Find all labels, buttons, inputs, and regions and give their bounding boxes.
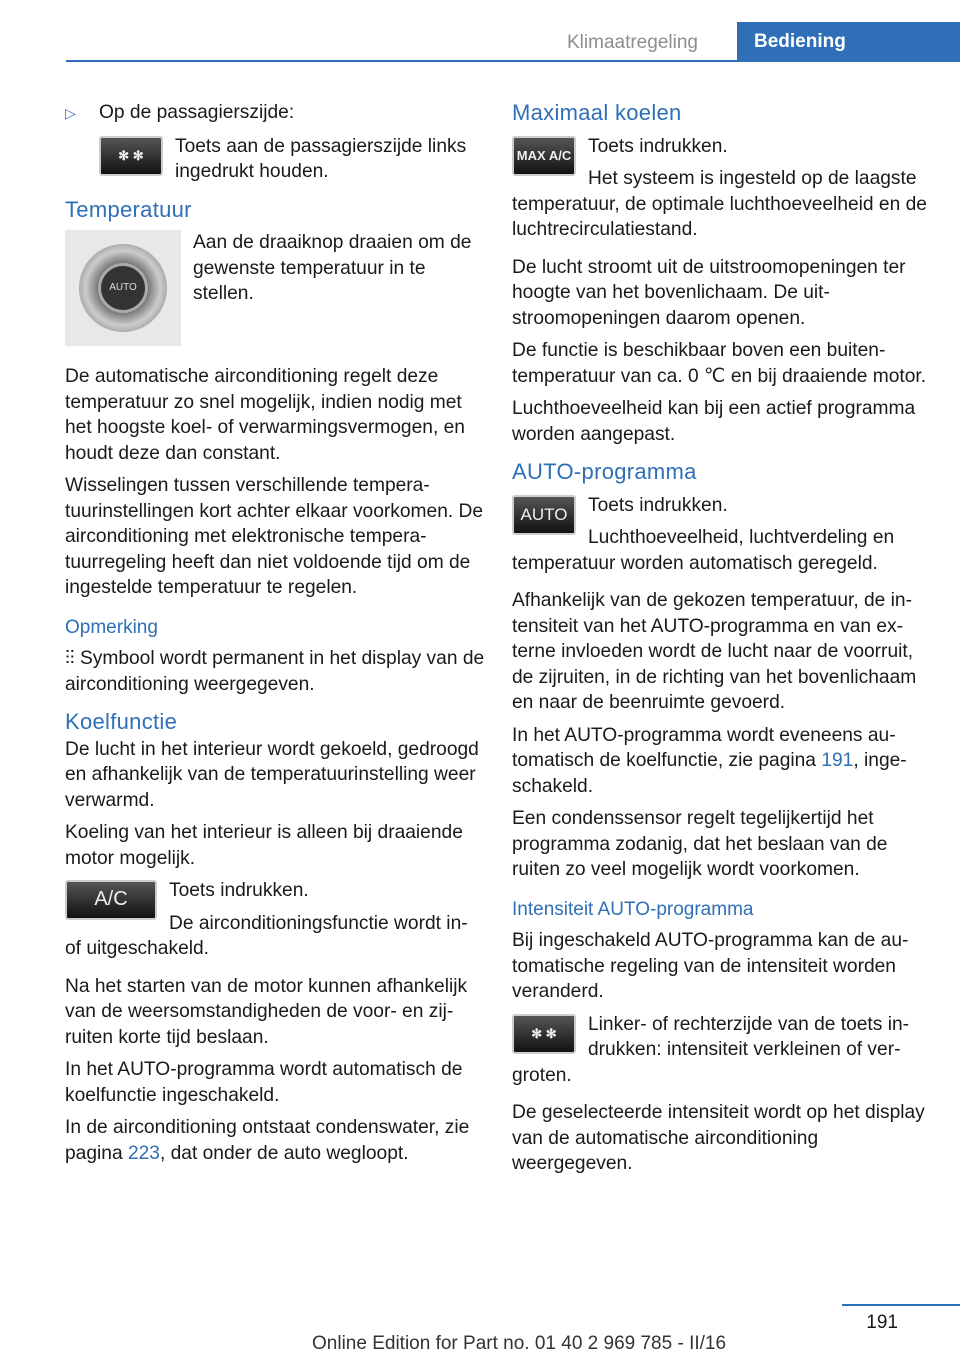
paragraph: Na het starten van de motor kunnen afhankelijk van de weersomstandigheden de voor- en zijruiten korte tijd beslaan.	[65, 975, 468, 1048]
heading-maximaal-koelen: Maximaal koelen	[512, 100, 682, 125]
fan-intensity-button-icon: ✻ ✻	[99, 136, 163, 176]
paragraph: Luchthoeveelheid kan bij een actief programma worden aangepast.	[512, 398, 916, 445]
paragraph: Een condenssensor regelt tegelijkertijd het programma zodanig, dat het beslaan van de ruiten zo veel mogelijk wordt voorkomen.	[512, 808, 888, 880]
auto-button-icon: AUTO	[512, 495, 576, 535]
intensity-block: ✻ ✻ Linker- of rechterzijde van de toets indrukken: intensiteit verkleinen of vergroten.	[512, 1013, 910, 1086]
paragraph: De automatische airconditioning regelt deze temperatuur zo snel mogelijk, indien nodig met het hoogste koel- of verwarmingsvermogen, en houdt deze dan constant.	[65, 366, 465, 464]
right-column	[512, 100, 932, 1184]
heading-koelfunctie: Koelfunctie	[65, 709, 178, 734]
paragraph: Afhankelijk van de gekozen temperatuur, de intensiteit van het AUTO-programma en van externe invloeden wordt de lucht naar de voorruit, de zijruiten, in de richting van het bovenlichaam en naar de beenruimte gevoerd.	[512, 590, 917, 713]
max-ac-button-icon: MAX A/C	[512, 136, 576, 176]
note-paragraph: ⫶⫶ Symbool wordt permanent in het display van de airconditioning weergegeven.	[65, 648, 485, 695]
paragraph: In de airconditioning ontstaat condenswater, zie pagina 223, dat onder de auto wegloopt.	[65, 1117, 470, 1164]
heading-opmerking: Opmerking	[65, 616, 158, 638]
heading-auto-programma: AUTO-programma	[512, 459, 697, 484]
paragraph: Bij ingeschakeld AUTO-programma kan de automatische regeling van de intensiteit worden veranderd.	[512, 930, 909, 1002]
section-title: Klimaatregeling	[567, 32, 698, 53]
auto-block: AUTO Toets indrukken. Luchthoeveelheid, luchtverdeling en temperatuur worden automatisch geregeld.	[512, 494, 895, 574]
left-column	[65, 100, 485, 1173]
bullet-item: ▷ Op de passagierszijde:	[65, 100, 485, 127]
page-header	[0, 0, 960, 62]
edition-text: Online Edition for Part no. 01 40 2 969 785 - II/16	[312, 1333, 727, 1354]
paragraph: Wisselingen tussen verschillende temperatuurinstellingen kort achter elkaar voorkomen. De airconditioning met elektronische temperatuurregeling heeft dan niet voldoende tijd om de ingestelde temperatuur te regelen.	[65, 475, 484, 598]
max-ac-block: MAX A/C Toets indrukken. Het systeem is ingesteld op de laagste temperatuur, de optimale luchthoeveelheid en de luchtrecirculatiestand.	[512, 135, 927, 240]
header-rule	[66, 60, 960, 62]
paragraph: De lucht stroomt uit de uitstroomopeningen ter hoogte van het bovenlichaam. De uitstroomopeningen daarom openen.	[512, 256, 906, 329]
paragraph: In het AUTO-programma wordt automatisch de koelfunctie ingeschakeld.	[65, 1059, 463, 1106]
heading-temperatuur: Temperatuur	[65, 196, 192, 222]
footer-rule	[842, 1304, 960, 1306]
paragraph: De functie is beschikbaar boven een buitentemperatuur van ca. 0 ℃ en bij draaiende motor.	[512, 340, 927, 387]
paragraph: In het AUTO-programma wordt eveneens automatisch de koelfunctie, zie pagina 191, ingeschakeld.	[512, 724, 907, 797]
ac-button-icon: A/C	[65, 880, 157, 920]
condensate-symbol-icon: ⫶⫶	[65, 648, 80, 669]
page-number: 191	[866, 1312, 898, 1333]
fan-button-block: ✻ ✻ Toets aan de passagierszijde links ingedrukt houden.	[65, 134, 485, 185]
paragraph: De geselecteerde intensiteit wordt op het display van de automatische airconditioning weergegeven.	[512, 1102, 925, 1174]
temperature-knob-image: AUTO	[65, 230, 181, 346]
chapter-tab: Bediening	[737, 22, 960, 62]
page-link-223[interactable]: 223	[127, 1142, 160, 1164]
page-link-191[interactable]: 191	[821, 750, 854, 771]
ac-button-block: A/C Toets indrukken. De airconditioningsfunctie wordt in- of uitgeschakeld.	[65, 880, 468, 959]
fan-intensity-button-icon: ✻ ✻	[512, 1014, 576, 1054]
triangle-bullet-icon: ▷	[65, 105, 76, 121]
knob-block: AUTO Aan de draaiknop draaien om de gewenste temperatuur in te stellen.	[65, 230, 485, 352]
heading-intensiteit: Intensiteit AUTO-programma	[512, 898, 754, 920]
paragraph: De lucht in het interieur wordt gekoeld, gedroogd en afhankelijk van de temperatuurinstelling weer verwarmd.	[65, 738, 479, 811]
paragraph: Koeling van het interieur is alleen bij draaiende motor mogelijk.	[65, 822, 463, 869]
